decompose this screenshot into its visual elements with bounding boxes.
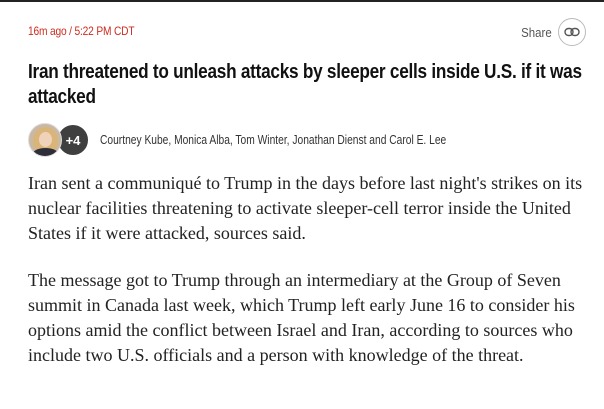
byline	[28, 122, 522, 158]
post-meta-row	[28, 18, 586, 48]
post-headline: Iran threatened to unleash attacks by sleeper cells inside U.S. if it was attacked	[28, 61, 582, 108]
post-timestamp: 16m ago / 5:22 PM CDT	[28, 24, 135, 38]
body-paragraph: Iran sent a communiqué to Trump in the days before last night's strikes on its nuclear facilities threatening to activate sleeper-cell terror inside the United States if it were attacked, sources said.	[28, 173, 583, 243]
link-icon[interactable]	[558, 18, 586, 46]
share-label: Share	[521, 24, 552, 40]
more-authors-badge[interactable]: +4	[56, 123, 90, 157]
share-button[interactable]	[517, 18, 586, 46]
author-names[interactable]: Courtney Kube, Monica Alba, Tom Winter, Jonathan Dienst and Carol E. Lee	[100, 133, 447, 147]
author-avatar[interactable]	[28, 123, 62, 157]
body-paragraph: The message got to Trump through an intermediary at the Group of Seven summit in Canada last week, which Trump left early June 16 to consider his options amid the conflict between Israel and Iran, according to sources who include two U.S. officials and a person with knowledge of the threat.	[28, 270, 575, 365]
